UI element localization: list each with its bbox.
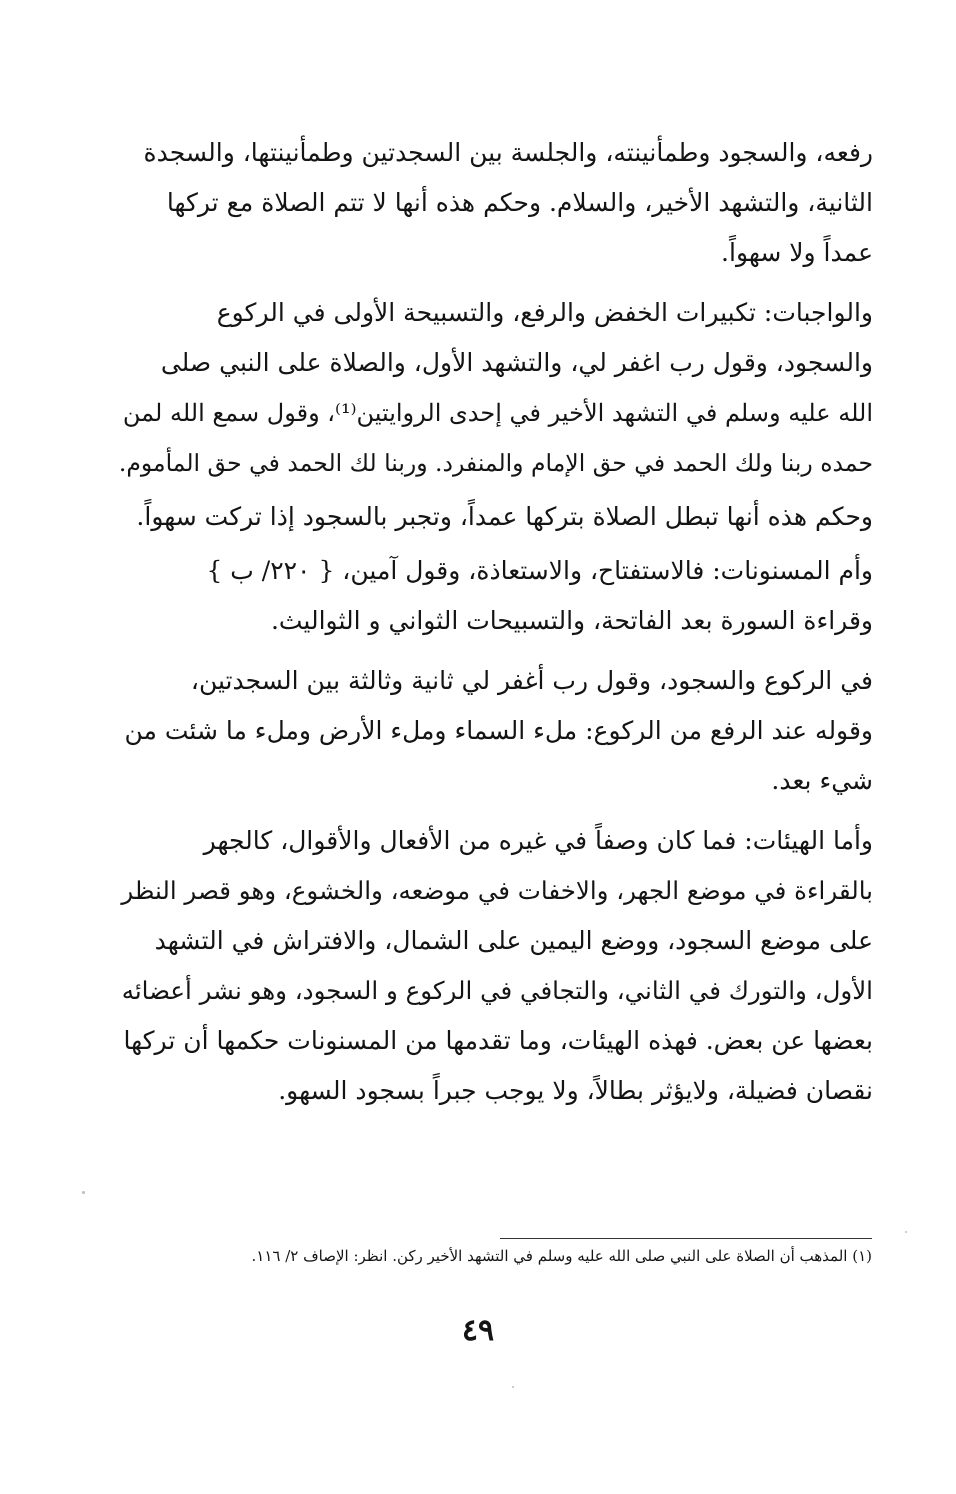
scan-speck — [512, 1386, 514, 1388]
text-line: في الركوع والسجود، وقول رب أغفر لي ثانية وثالثة بين السجدتين، — [190, 666, 873, 695]
text-line: حمده ربنا ولك الحمد في حق الإمام والمنفرد. وربنا لك الحمد في حق المأموم. — [118, 449, 873, 477]
paragraph-wajibat-hukm — [108, 492, 873, 542]
footnote-divider — [500, 1238, 872, 1239]
scan-speck — [905, 1231, 907, 1233]
text-line: شيء بعد. — [771, 766, 873, 795]
text-line: الثانية، والتشهد الأخير، والسلام. وحكم هذه أنها لا تتم الصلاة مع تركها — [166, 188, 873, 217]
text-line: عمداً ولا سهواً. — [721, 238, 873, 267]
text-line: وأم المسنونات: فالاستفتاح، والاستعاذة، وقول آمين، { ٢٢٠/ ب } — [206, 556, 873, 585]
paragraph-arkan — [108, 128, 873, 278]
page-number: ٤٩ — [461, 1313, 495, 1348]
paragraph-hayaat — [108, 816, 873, 1116]
text-line: نقصان فضيلة، ولايؤثر بطالاً، ولا يوجب جبراً بسجود السهو. — [278, 1076, 873, 1105]
paragraph-masnunat — [108, 546, 873, 646]
text-line: الله عليه وسلم في التشهد الأخير في إحدى الروايتين⁽¹⁾، وقول سمع الله لمن — [122, 399, 873, 427]
paragraph-masnunat-cont — [108, 656, 873, 806]
text-line: والسجود، وقول رب اغفر لي، والتشهد الأول، والصلاة على النبي صلى — [160, 348, 873, 377]
scan-speck — [82, 1191, 85, 1194]
footnote: (١) المذهب أن الصلاة على النبي صلى الله عليه وسلم في التشهد الأخير ركن. انظر: الإصاف ٢/ ١١٦. — [251, 1247, 872, 1265]
text-line: والواجبات: تكبيرات الخفض والرفع، والتسبيحة الأولى في الركوع — [216, 298, 873, 327]
text-line: وقراءة السورة بعد الفاتحة، والتسبيحات الثواني و الثواليث. — [270, 606, 873, 635]
paragraph-wajibat — [108, 288, 873, 488]
text-line: بعضها عن بعض. فهذه الهيئات، وما تقدمها من المسنونات حكمها أن تركها — [123, 1026, 873, 1055]
text-line: رفعه، والسجود وطمأنينته، والجلسة بين السجدتين وطمأنينتها، والسجدة — [143, 138, 873, 167]
text-line: وقوله عند الرفع من الركوع: ملء السماء وملء الأرض وملء ما شئت من — [124, 716, 873, 745]
text-line: الأول، والتورك في الثاني، والتجافي في الركوع و السجود، وهو نشر أعضائه — [121, 976, 873, 1005]
text-line: وأما الهيئات: فما كان وصفاً في غيره من الأفعال والأقوال، كالجهر — [203, 826, 873, 855]
text-line: على موضع السجود، ووضع اليمين على الشمال، والافتراش في التشهد — [154, 926, 873, 955]
page-body — [108, 128, 873, 1116]
text-line: وحكم هذه أنها تبطل الصلاة بتركها عمداً، وتجبر بالسجود إذا تركت سهواً. — [136, 502, 873, 531]
text-line: بالقراءة في موضع الجهر، والاخفات في موضعه، والخشوع، وهو قصر النظر — [121, 876, 873, 905]
